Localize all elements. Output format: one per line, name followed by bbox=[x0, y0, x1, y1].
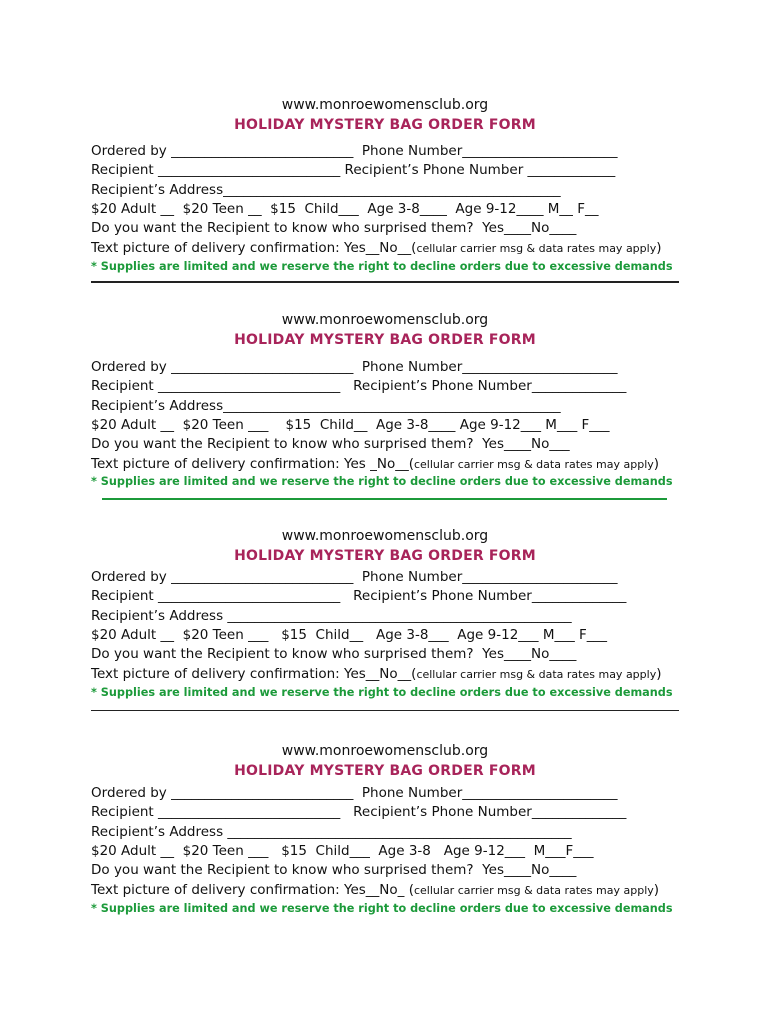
text-picture-end: ) bbox=[653, 882, 660, 898]
surprise-line: Do you want the Recipient to know who surprised them? Yes____No____ bbox=[91, 220, 577, 236]
carrier-note: cellular carrier msg & data rates may apply bbox=[416, 242, 657, 255]
carrier-note: cellular carrier msg & data rates may apply bbox=[413, 458, 654, 471]
text-picture-line bbox=[91, 882, 659, 899]
form-title: HOLIDAY MYSTERY BAG ORDER FORM bbox=[234, 332, 536, 348]
cut-line bbox=[102, 498, 667, 500]
supplies-note: * Supplies are limited and we reserve the right to decline orders due to excessive demands bbox=[91, 686, 673, 699]
ordered-by-line: Ordered by ___________________________ Phone Number_______________________ bbox=[91, 359, 618, 375]
text-picture-line bbox=[91, 240, 662, 257]
recipient-line: Recipient ___________________________ Recipient’s Phone Number______________ bbox=[91, 588, 627, 604]
ordered-by-line: Ordered by ___________________________ Phone Number_______________________ bbox=[91, 569, 618, 585]
carrier-note: cellular carrier msg & data rates may apply bbox=[413, 884, 654, 897]
recipient-line: Recipient ___________________________ Recipient’s Phone Number______________ bbox=[91, 378, 627, 394]
carrier-note: cellular carrier msg & data rates may apply bbox=[416, 668, 657, 681]
club-url[interactable]: www.monroewomensclub.org bbox=[281, 743, 489, 759]
form-title: HOLIDAY MYSTERY BAG ORDER FORM bbox=[234, 548, 536, 564]
text-picture-line bbox=[91, 666, 662, 683]
recipient-line: Recipient ___________________________ Recipient’s Phone Number______________ bbox=[91, 804, 627, 820]
address-line: Recipient’s Address__________________________________________________ bbox=[91, 182, 561, 198]
text-picture-label: Text picture of delivery confirmation: Yes _No__( bbox=[91, 456, 414, 472]
surprise-line: Do you want the Recipient to know who surprised them? Yes____No____ bbox=[91, 646, 577, 662]
ordered-by-line: Ordered by ___________________________ Phone Number_______________________ bbox=[91, 143, 618, 159]
text-picture-end: ) bbox=[656, 666, 662, 682]
text-picture-label: Text picture of delivery confirmation: Yes__No_ ( bbox=[91, 882, 414, 898]
recipient-line: Recipient ___________________________ Recipient’s Phone Number _____________ bbox=[91, 162, 616, 178]
surprise-line: Do you want the Recipient to know who surprised them? Yes____No___ bbox=[91, 436, 570, 452]
prices-line: $20 Adult __ $20 Teen ___ $15 Child___ Age 3-8 Age 9-12___ M___F___ bbox=[91, 843, 594, 859]
ordered-by-line: Ordered by ___________________________ Phone Number_______________________ bbox=[91, 785, 618, 801]
prices-line: $20 Adult __ $20 Teen ___ $15 Child__ Age 3-8___ Age 9-12___ M___ F___ bbox=[91, 627, 608, 643]
text-picture-line bbox=[91, 456, 659, 473]
club-url[interactable]: www.monroewomensclub.org bbox=[281, 97, 489, 113]
supplies-note: * Supplies are limited and we reserve the right to decline orders due to excessive demands bbox=[91, 475, 673, 488]
form-title: HOLIDAY MYSTERY BAG ORDER FORM bbox=[234, 117, 536, 133]
club-url[interactable]: www.monroewomensclub.org bbox=[281, 312, 489, 328]
address-line: Recipient’s Address ___________________________________________________ bbox=[91, 824, 572, 840]
supplies-note: * Supplies are limited and we reserve the right to decline orders due to excessive demands bbox=[91, 902, 673, 915]
surprise-line: Do you want the Recipient to know who surprised them? Yes____No____ bbox=[91, 862, 577, 878]
text-picture-label: Text picture of delivery confirmation: Yes__No__( bbox=[91, 666, 417, 682]
club-url[interactable]: www.monroewomensclub.org bbox=[281, 528, 489, 544]
supplies-note: * Supplies are limited and we reserve the right to decline orders due to excessive demands bbox=[91, 260, 673, 273]
address-line: Recipient’s Address__________________________________________________ bbox=[91, 398, 561, 414]
text-picture-label: Text picture of delivery confirmation: Yes__No__( bbox=[91, 240, 417, 256]
form-title: HOLIDAY MYSTERY BAG ORDER FORM bbox=[234, 763, 536, 779]
text-picture-end: ) bbox=[656, 240, 662, 256]
cut-line bbox=[91, 281, 679, 283]
prices-line: $20 Adult __ $20 Teen __ $15 Child___ Age 3-8____ Age 9-12____ M__ F__ bbox=[91, 201, 599, 217]
prices-line: $20 Adult __ $20 Teen ___ $15 Child__ Age 3-8____ Age 9-12___ M___ F___ bbox=[91, 417, 610, 433]
text-picture-end: ) bbox=[653, 456, 660, 472]
cut-line bbox=[91, 710, 679, 711]
address-line: Recipient’s Address ___________________________________________________ bbox=[91, 608, 572, 624]
